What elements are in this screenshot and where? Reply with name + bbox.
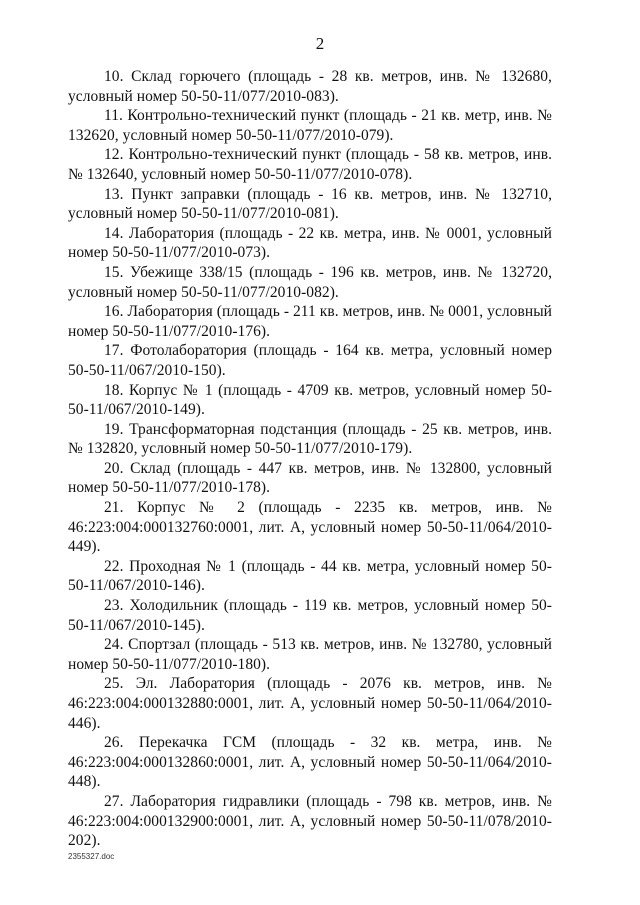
list-item: 26. Перекачка ГСМ (площадь - 32 кв. метра, инв. № 46:223:004:000132860:0001, лит. А, условный номер 50-50-11/064/2010-448). <box>68 734 552 791</box>
list-item: 24. Спортзал (площадь - 513 кв. метров, инв. № 132780, условный номер 50-50-11/077/2010-180). <box>68 636 552 673</box>
list-item: 12. Контрольно-технический пункт (площадь - 58 кв. метров, инв. № 132640, условный номер 50-50-11/077/2010-078). <box>68 146 552 183</box>
list-item: 18. Корпус № 1 (площадь - 4709 кв. метров, условный номер 50-50-11/067/2010-149). <box>68 381 552 419</box>
list-item: 13. Пункт заправки (площадь - 16 кв. метров, инв. № 132710, условный номер 50-50-11/077/2010-081). <box>68 185 552 223</box>
list-item: 11. Контрольно-технический пункт (площадь - 21 кв. метр, инв. № 132620, условный номер 50-50-11/077/2010-079). <box>68 107 552 144</box>
property-list <box>68 67 552 851</box>
list-item: 14. Лаборатория (площадь - 22 кв. метра, инв. № 0001, условный номер 50-50-11/077/2010-073). <box>68 224 552 262</box>
list-item: 25. Эл. Лаборатория (площадь - 2076 кв. метров, инв. № 46:223:004:000132880:0001, лит. А, условный номер 50-50-11/064/2010-446). <box>68 675 552 732</box>
list-item: 22. Проходная № 1 (площадь - 44 кв. метра, условный номер 50-50-11/067/2010-146). <box>68 557 552 595</box>
list-item: 15. Убежище 338/15 (площадь - 196 кв. метров, инв. № 132720, условный номер 50-50-11/077/2010-082). <box>68 263 552 301</box>
list-item: 20. Склад (площадь - 447 кв. метров, инв. № 132800, условный номер 50-50-11/077/2010-178). <box>68 459 552 497</box>
list-item: 19. Трансформаторная подстанция (площадь - 25 кв. метров, инв. № 132820, условный номер 50-50-11/077/2010-179). <box>68 420 552 458</box>
list-item: 27. Лаборатория гидравлики (площадь - 798 кв. метров, инв. № 46:223:004:000132900:0001, лит. А, условный номер 50-50-11/078/2010-202). <box>68 792 552 850</box>
file-name-footer: 2355327.doc <box>68 852 115 861</box>
list-item: 23. Холодильник (площадь - 119 кв. метров, условный номер 50-50-11/067/2010-145). <box>68 597 552 634</box>
list-item: 21. Корпус № 2 (площадь - 2235 кв. метров, инв. № 46:223:004:000132760:0001, лит. А, условный номер 50-50-11/064/2010-449). <box>68 499 552 556</box>
list-item: 10. Склад горючего (площадь - 28 кв. метров, инв. № 132680, условный номер 50-50-11/077/2010-083). <box>68 68 552 105</box>
list-item: 16. Лаборатория (площадь - 211 кв. метров, инв. № 0001, условный номер 50-50-11/077/2010-176). <box>68 303 552 340</box>
list-item: 17. Фотолаборатория (площадь - 164 кв. метра, условный номер 50-50-11/067/2010-150). <box>68 342 552 379</box>
page-number: 2 <box>315 34 325 53</box>
